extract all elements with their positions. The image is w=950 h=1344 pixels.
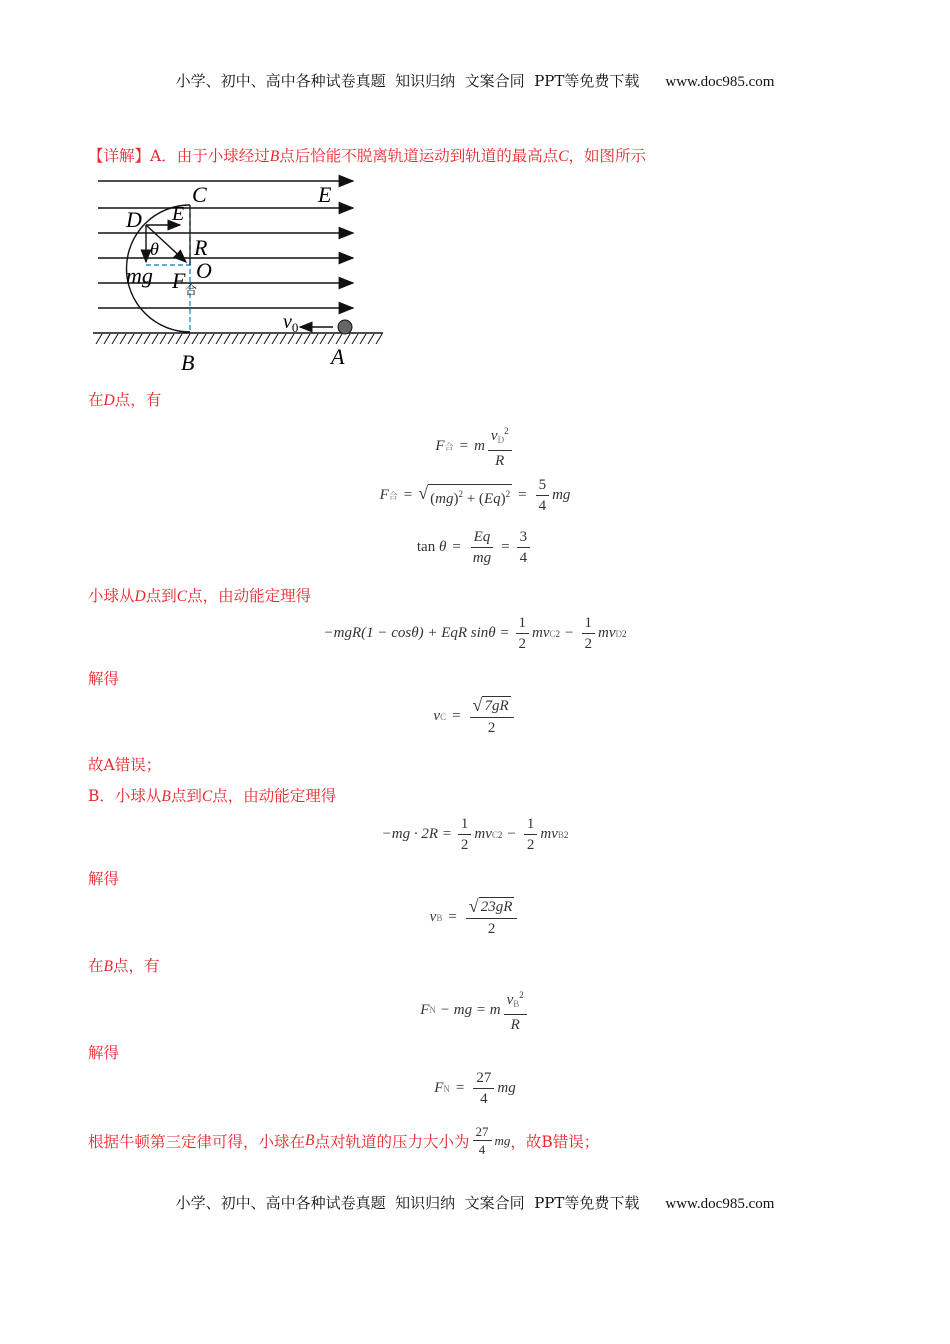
equation-normal-force: F N − mg = m $\frac{v_B^2}{R}$ (0, 986, 950, 1034)
label-he: 合 (185, 283, 198, 297)
text-solve-3: 解得 (88, 1044, 120, 1062)
text-D-to-C: 小球从D点到C点，由动能定理得 (88, 587, 312, 605)
text-at-D: 在D点，有 (88, 391, 162, 409)
page-header: 小学、初中、高中各种试卷真题 知识归纳 文案合同 PPT等免费下载 www.doc985.com (175, 72, 775, 90)
label-B: B (181, 350, 195, 375)
label-E-top: E (318, 182, 332, 207)
equation-energy-B-C: −mg · 2R = $\frac{1}{2}$ mv C 2 − $\frac{1}{2}$ mv B 2 (381, 816, 569, 853)
equation-centripetal-D: F 合 = m $\frac{v_D^2}{R}$ (0, 422, 950, 470)
label-A: A (331, 344, 345, 369)
intro-line: 【详解】A．由于小球经过B点后恰能不脱离轨道运动到轨道的最高点C，如图所示 (88, 147, 647, 165)
text-solve-1: 解得 (88, 670, 120, 688)
text-B-to-C: B．小球从B点到C点，由动能定理得 (88, 787, 337, 805)
label-O: O (196, 258, 212, 283)
equation-energy-D-C: −mgR(1 − cosθ) + EqR sinθ = $\frac{1}{2}$ mv C 2 − $\frac{1}{2}$ mv D 2 (323, 615, 627, 652)
label-v0: $v_0$ (283, 311, 299, 335)
label-C: C (192, 182, 207, 207)
ground-hatching (96, 334, 382, 344)
label-F: F (172, 268, 186, 293)
label-theta: θ (150, 239, 159, 259)
text-newton-third-law: 根据牛顿第三定律可得，小球在 B 点对轨道的压力大小为 $\frac{27}{4}$ mg ，故B错误； (88, 1124, 600, 1157)
equation-vB: v B = √ 23gR 2 (0, 897, 950, 938)
equation-vC: v C = √ 7gR 2 (0, 696, 950, 737)
ball (338, 320, 352, 334)
label-R: R (194, 235, 208, 260)
page-footer: 小学、初中、高中各种试卷真题 知识归纳 文案合同 PPT等免费下载 www.doc985.com (175, 1194, 775, 1212)
label-D: D (126, 207, 142, 232)
text-at-B: 在B点，有 (88, 957, 160, 975)
physics-figure (88, 170, 388, 375)
text-conclusion-A: 故A错误； (88, 756, 162, 774)
label-mg: mg (126, 263, 153, 288)
equation-FN-result: F N = $\frac{27}{4}$ mg (434, 1070, 516, 1107)
label-E-small: E (172, 203, 185, 225)
equation-net-force: F 合 = √ $(mg)^2 + (Eq)^2$ = $\frac{5}{4}$ mg (379, 477, 571, 514)
text-solve-2: 解得 (88, 870, 120, 888)
equation-tan-theta: tan θ = $\frac{Eq}{mg}$ = $\frac{3}{4}$ (0, 528, 950, 567)
